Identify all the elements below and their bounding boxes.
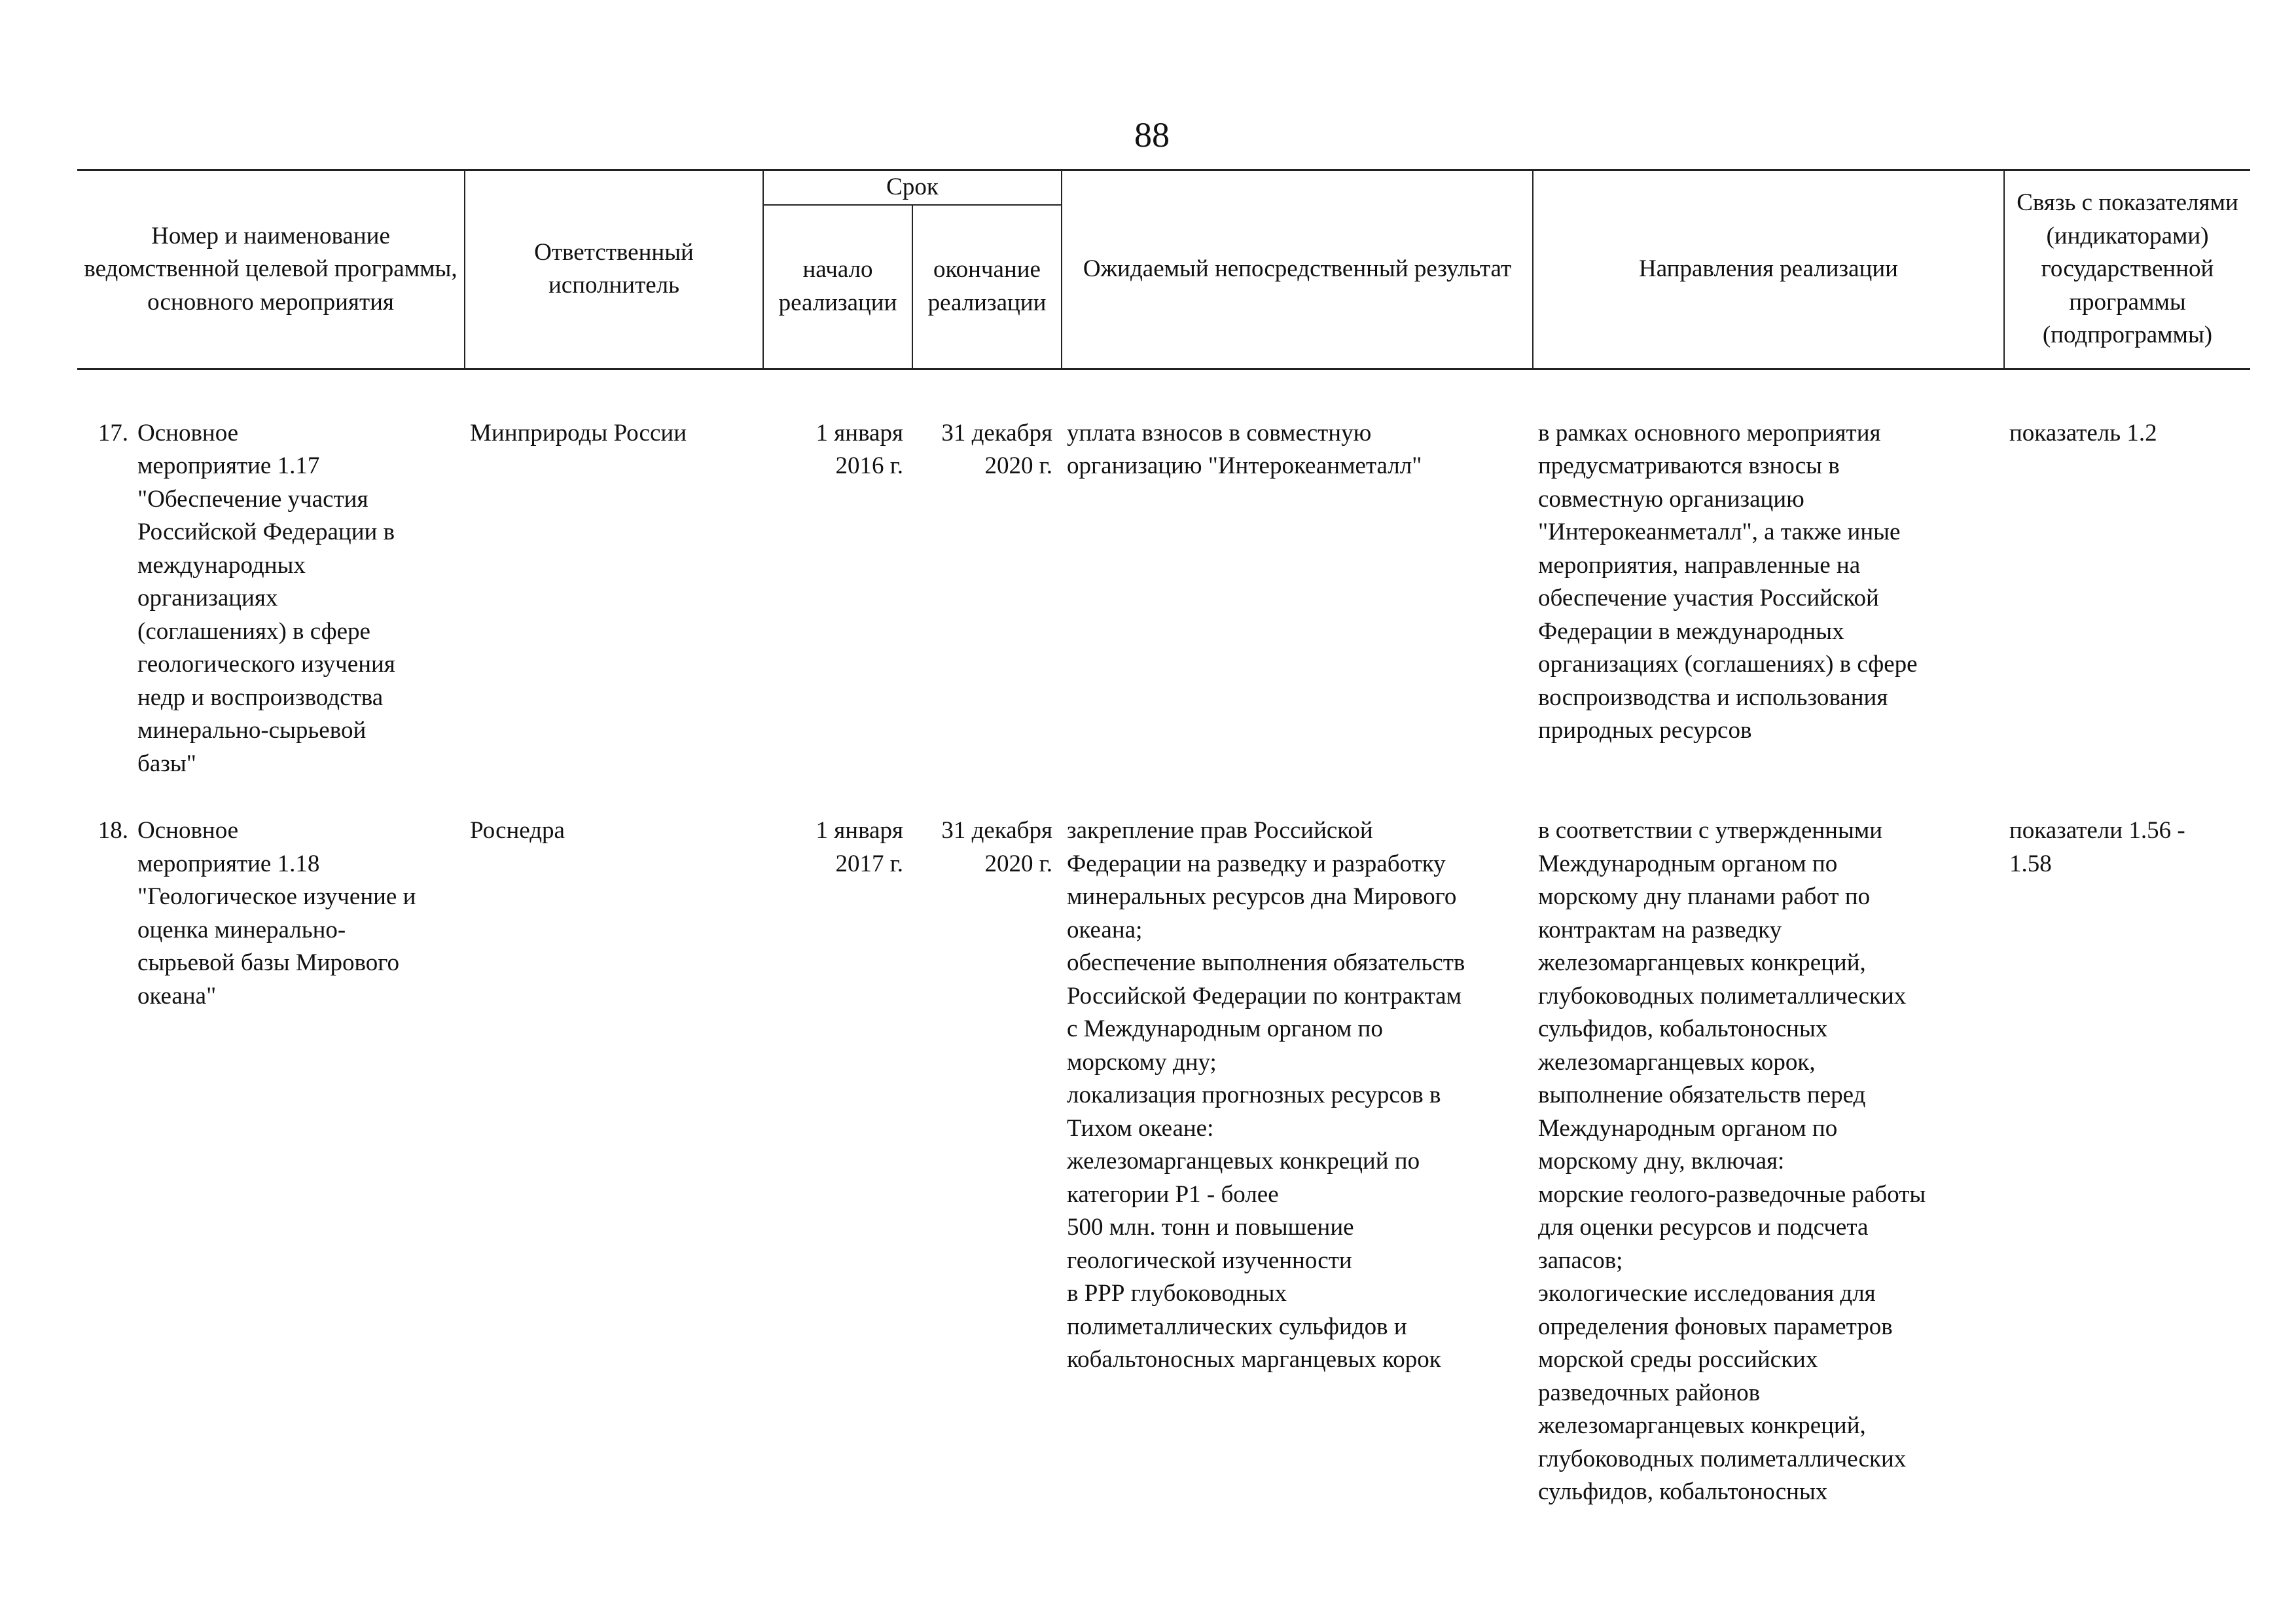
result-line: с Международным органом по (1067, 1015, 1383, 1042)
directions-line: совместную организацию (1538, 485, 1804, 513)
program-name-line: базы" (137, 750, 196, 777)
directions-cell (1533, 369, 2004, 780)
indicator-link-cell (2004, 780, 2250, 1509)
row-number: 17. (98, 419, 128, 447)
program-name-line: Основное (137, 419, 239, 447)
result-line: полиметаллических сульфидов и (1067, 1313, 1407, 1340)
header-start: начало реализации (763, 205, 912, 369)
directions-line: запасов; (1538, 1247, 1623, 1274)
program-name-line: сырьевой базы Мирового (137, 949, 399, 976)
directions-line: железомарганцевых корок, (1538, 1048, 1816, 1076)
result-line: минеральных ресурсов дна Мирового (1067, 883, 1457, 910)
program-name-line: Российской Федерации в (137, 519, 395, 545)
indicator-link-line: 1.58 (2009, 850, 2052, 877)
directions-line: сульфидов, кобальтоносных (1538, 1015, 1828, 1042)
directions-line: морскому дну, включая: (1538, 1148, 1785, 1175)
result-line: категории Р1 - более (1067, 1180, 1279, 1208)
start-date-line: 1 января (816, 419, 903, 447)
program-table-wrapper (77, 169, 2250, 1509)
expected-result-cell (1062, 780, 1533, 1509)
header-expected-result: Ожидаемый непосредственный результат (1062, 170, 1533, 369)
program-name-line: мероприятие 1.18 (137, 850, 320, 877)
result-line: Российской Федерации по контрактам (1067, 982, 1462, 1010)
directions-line: сульфидов, кобальтоносных (1538, 1478, 1828, 1505)
directions-line: железомарганцевых конкреций, (1538, 1412, 1866, 1439)
program-name-line: "Обеспечение участия (137, 485, 368, 513)
table-row (77, 780, 2250, 1509)
directions-line: разведочных районов (1538, 1379, 1761, 1406)
program-name-line: недр и воспроизводства (137, 684, 384, 711)
executor-text: Роснедра (470, 817, 565, 844)
result-line: уплата взносов в совместную (1067, 419, 1372, 447)
table-body (77, 369, 2250, 1509)
start-date-line: 1 января (816, 817, 903, 844)
program-name-line: мероприятие 1.17 (137, 452, 320, 479)
program-name-line: Основное (137, 817, 239, 844)
directions-line: природных ресурсов (1538, 717, 1752, 744)
directions-line: воспроизводства и использования (1538, 684, 1888, 711)
header-term: Срок (763, 170, 1062, 205)
executor-cell (465, 780, 763, 1509)
start-date-line: 2017 г. (835, 850, 903, 877)
directions-line: морской среды российских (1538, 1346, 1818, 1373)
directions-line: Международным органом по (1538, 850, 1838, 877)
indicator-link-line: показатель 1.2 (2009, 419, 2157, 447)
indicator-link-cell (2004, 369, 2250, 780)
directions-line: "Интерокеанметалл", а также иные (1538, 519, 1901, 545)
program-name-line: геологического изучения (137, 651, 395, 678)
end-date-line: 31 декабря (941, 817, 1052, 844)
directions-line: обеспечение участия Российской (1538, 585, 1879, 611)
program-table (77, 169, 2250, 1509)
result-line: в РРР глубоководных (1067, 1280, 1287, 1307)
result-line: кобальтоносных марганцевых корок (1067, 1346, 1441, 1373)
program-name-line: минерально-сырьевой (137, 717, 367, 744)
program-name-line: организациях (137, 585, 278, 611)
end-date-line: 31 декабря (941, 419, 1052, 447)
directions-line: определения фоновых параметров (1538, 1313, 1893, 1340)
start-date-cell (763, 369, 912, 780)
row-number: 18. (98, 817, 128, 844)
directions-line: железомарганцевых конкреций, (1538, 949, 1866, 976)
result-line: закрепление прав Российской (1067, 817, 1373, 844)
table-header (77, 170, 2250, 369)
directions-line: организациях (соглашениях) в сфере (1538, 651, 1918, 678)
program-name-cell (77, 780, 465, 1509)
program-name-line: (соглашениях) в сфере (137, 617, 370, 645)
program-name-line: международных (137, 551, 306, 579)
directions-line: глубоководных полиметаллических (1538, 1445, 1907, 1472)
end-date-line: 2020 г. (984, 452, 1052, 479)
directions-line: в рамках основного мероприятия (1538, 419, 1881, 447)
directions-line: для оценки ресурсов и подсчета (1538, 1214, 1869, 1241)
result-line: железомарганцевых конкреций по (1067, 1148, 1420, 1175)
start-date-line: 2016 г. (835, 452, 903, 479)
result-line: 500 млн. тонн и повышение (1067, 1214, 1354, 1241)
header-executor: Ответственный исполнитель (465, 170, 763, 369)
end-date-line: 2020 г. (984, 850, 1052, 877)
table-row (77, 369, 2250, 780)
directions-line: выполнение обязательств перед (1538, 1082, 1866, 1108)
directions-line: Федерации в международных (1538, 617, 1844, 645)
result-line: Тихом океане: (1067, 1114, 1214, 1142)
directions-line: предусматриваются взносы в (1538, 452, 1840, 479)
end-date-cell (912, 780, 1062, 1509)
header-indicator-link: Связь с показателями (индикаторами) государственной программы (подпрограммы) (2004, 170, 2250, 369)
directions-line: контрактам на разведку (1538, 916, 1782, 943)
result-line: морскому дну; (1067, 1048, 1217, 1076)
directions-line: экологические исследования для (1538, 1280, 1876, 1307)
end-date-cell (912, 369, 1062, 780)
start-date-cell (763, 780, 912, 1509)
executor-cell (465, 369, 763, 780)
directions-line: морскому дну планами работ по (1538, 883, 1871, 910)
directions-cell (1533, 780, 2004, 1509)
result-line: организацию "Интерокеанметалл" (1067, 452, 1422, 479)
directions-line: глубоководных полиметаллических (1538, 982, 1907, 1010)
header-directions: Направления реализации (1533, 170, 2004, 369)
result-line: обеспечение выполнения обязательств (1067, 949, 1465, 976)
program-name-cell (77, 369, 465, 780)
result-line: геологической изученности (1067, 1247, 1352, 1274)
result-line: океана; (1067, 916, 1143, 943)
result-line: Федерации на разведку и разработку (1067, 850, 1446, 877)
directions-line: мероприятия, направленные на (1538, 551, 1861, 579)
directions-line: в соответствии с утвержденными (1538, 817, 1883, 844)
header-end: окончание реализации (912, 205, 1062, 369)
header-program-name: Номер и наименование ведомственной целевой программы, основного мероприятия (77, 170, 465, 369)
directions-line: морские геолого-разведочные работы (1538, 1180, 1926, 1208)
page-number: 88 (1134, 115, 1170, 155)
directions-line: Международным органом по (1538, 1114, 1838, 1142)
program-name-line: океана" (137, 982, 217, 1010)
executor-text: Минприроды России (470, 419, 687, 447)
program-name-line: "Геологическое изучение и (137, 883, 416, 910)
result-line: локализация прогнозных ресурсов в (1067, 1082, 1441, 1108)
program-name-line: оценка минерально- (137, 916, 346, 943)
indicator-link-line: показатели 1.56 - (2009, 817, 2185, 844)
expected-result-cell (1062, 369, 1533, 780)
